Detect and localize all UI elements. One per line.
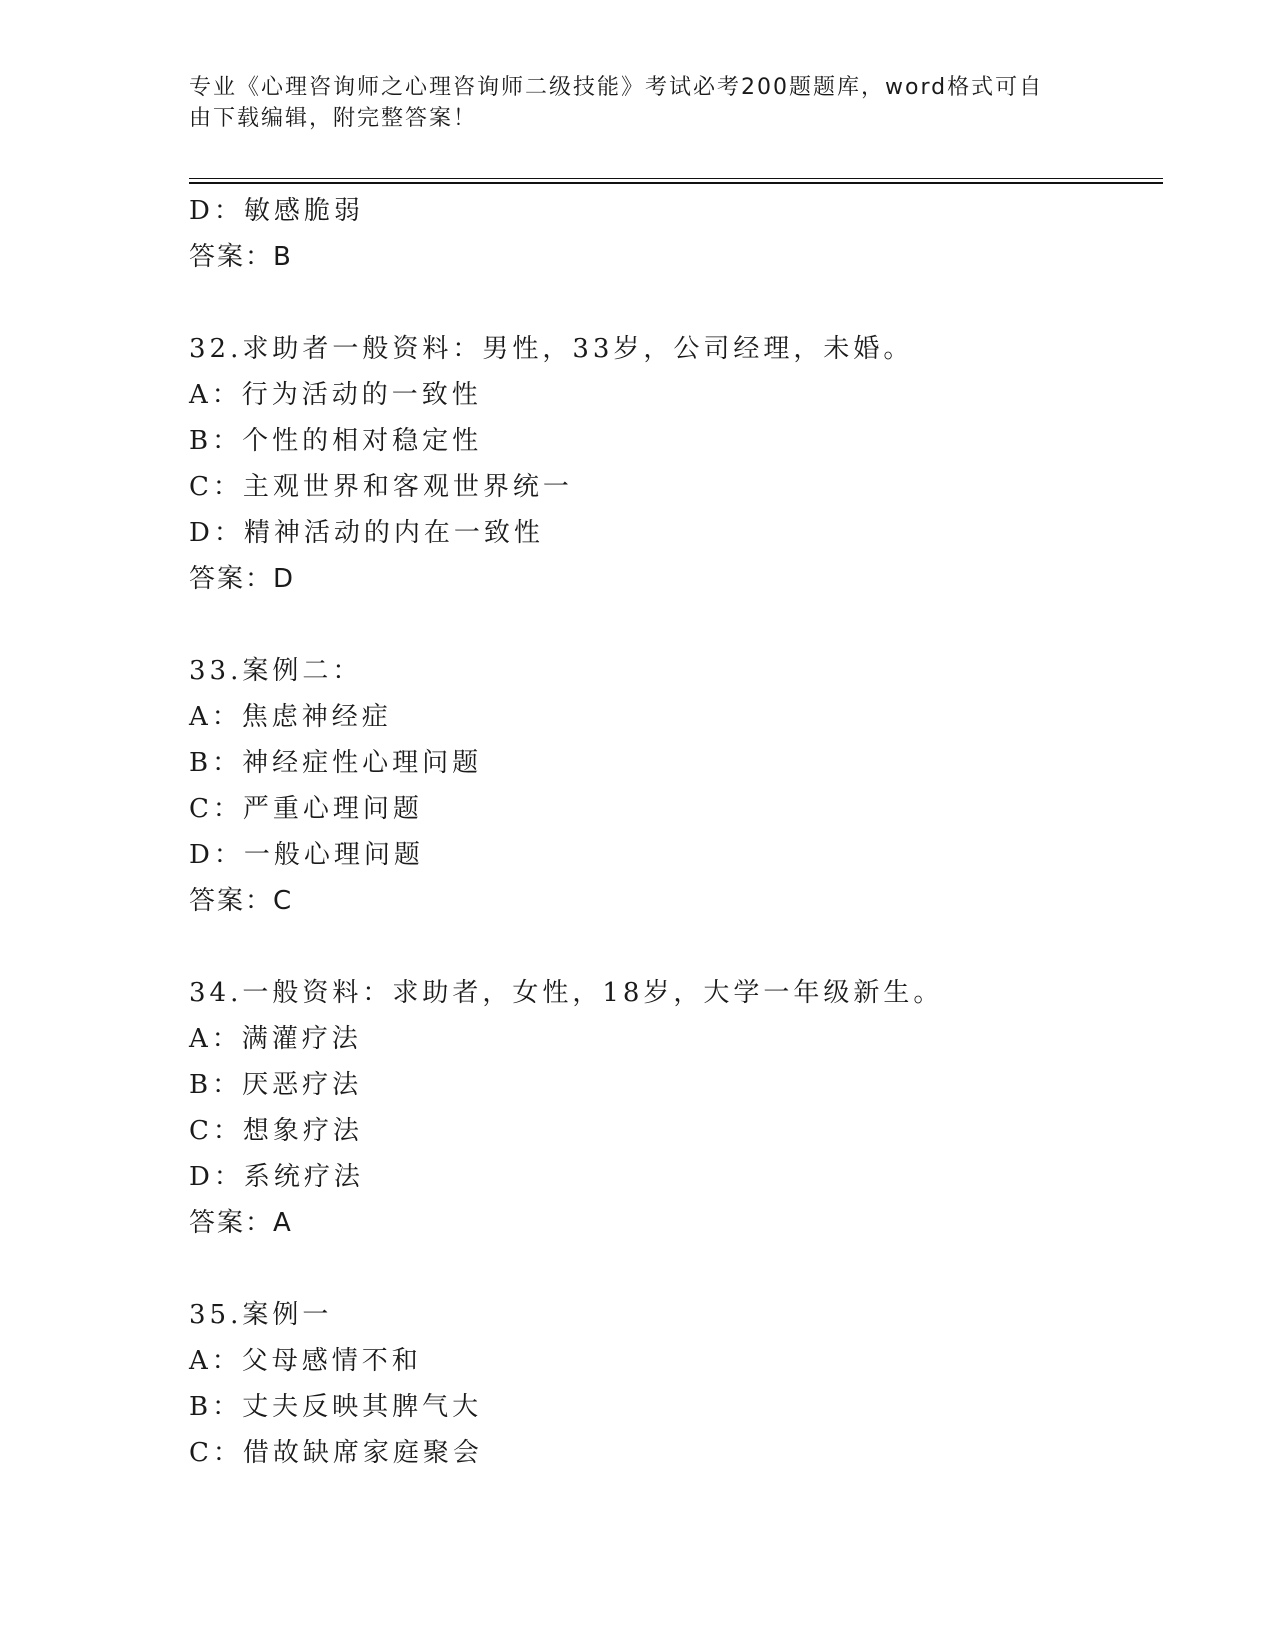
answer-line: 答案：A	[189, 1208, 293, 1238]
answer-line: 答案：C	[189, 886, 294, 916]
answer-line: 答案：D	[189, 564, 296, 594]
header-line-2: 由下载编辑，附完整答案！	[189, 106, 478, 131]
option-a: A：焦虑神经症	[189, 702, 392, 732]
question-block-32	[189, 326, 1163, 602]
option-b: B：个性的相对稳定性	[189, 426, 483, 456]
question-stem: 33.案例二：	[189, 656, 363, 686]
option-d: D：一般心理问题	[189, 840, 424, 870]
option-c: C：严重心理问题	[189, 794, 423, 824]
option-c: C：想象疗法	[189, 1116, 363, 1146]
option-b: B：丈夫反映其脾气大	[189, 1392, 483, 1422]
question-content	[189, 188, 1163, 1476]
question-block-34	[189, 970, 1163, 1246]
option-a: A：满灌疗法	[189, 1024, 362, 1054]
spacer	[189, 280, 1163, 326]
option-d: D：敏感脆弱	[189, 196, 364, 226]
question-stem: 32.求助者一般资料：男性，33岁，公司经理，未婚。	[189, 334, 914, 364]
answer-line: 答案：B	[189, 242, 293, 272]
header-line-1: 专业《心理咨询师之心理咨询师二级技能》考试必考200题题库，word格式可自	[189, 75, 1044, 100]
option-a: A：行为活动的一致性	[189, 380, 482, 410]
header-divider-thin	[189, 178, 1163, 179]
option-a: A：父母感情不和	[189, 1346, 422, 1376]
spacer	[189, 1246, 1163, 1292]
header-divider-thick	[189, 182, 1163, 184]
document-header	[189, 72, 1069, 134]
question-stem: 35.案例一	[189, 1300, 333, 1330]
option-c: C：借故缺席家庭聚会	[189, 1438, 483, 1468]
spacer	[189, 602, 1163, 648]
option-d: D：系统疗法	[189, 1162, 364, 1192]
option-b: B：神经症性心理问题	[189, 748, 483, 778]
option-d: D：精神活动的内在一致性	[189, 518, 544, 548]
question-block-35	[189, 1292, 1163, 1476]
question-block-33	[189, 648, 1163, 924]
question-stem: 34.一般资料：求助者，女性，18岁，大学一年级新生。	[189, 978, 944, 1008]
option-b: B：厌恶疗法	[189, 1070, 363, 1100]
spacer	[189, 924, 1163, 970]
option-c: C：主观世界和客观世界统一	[189, 472, 573, 502]
